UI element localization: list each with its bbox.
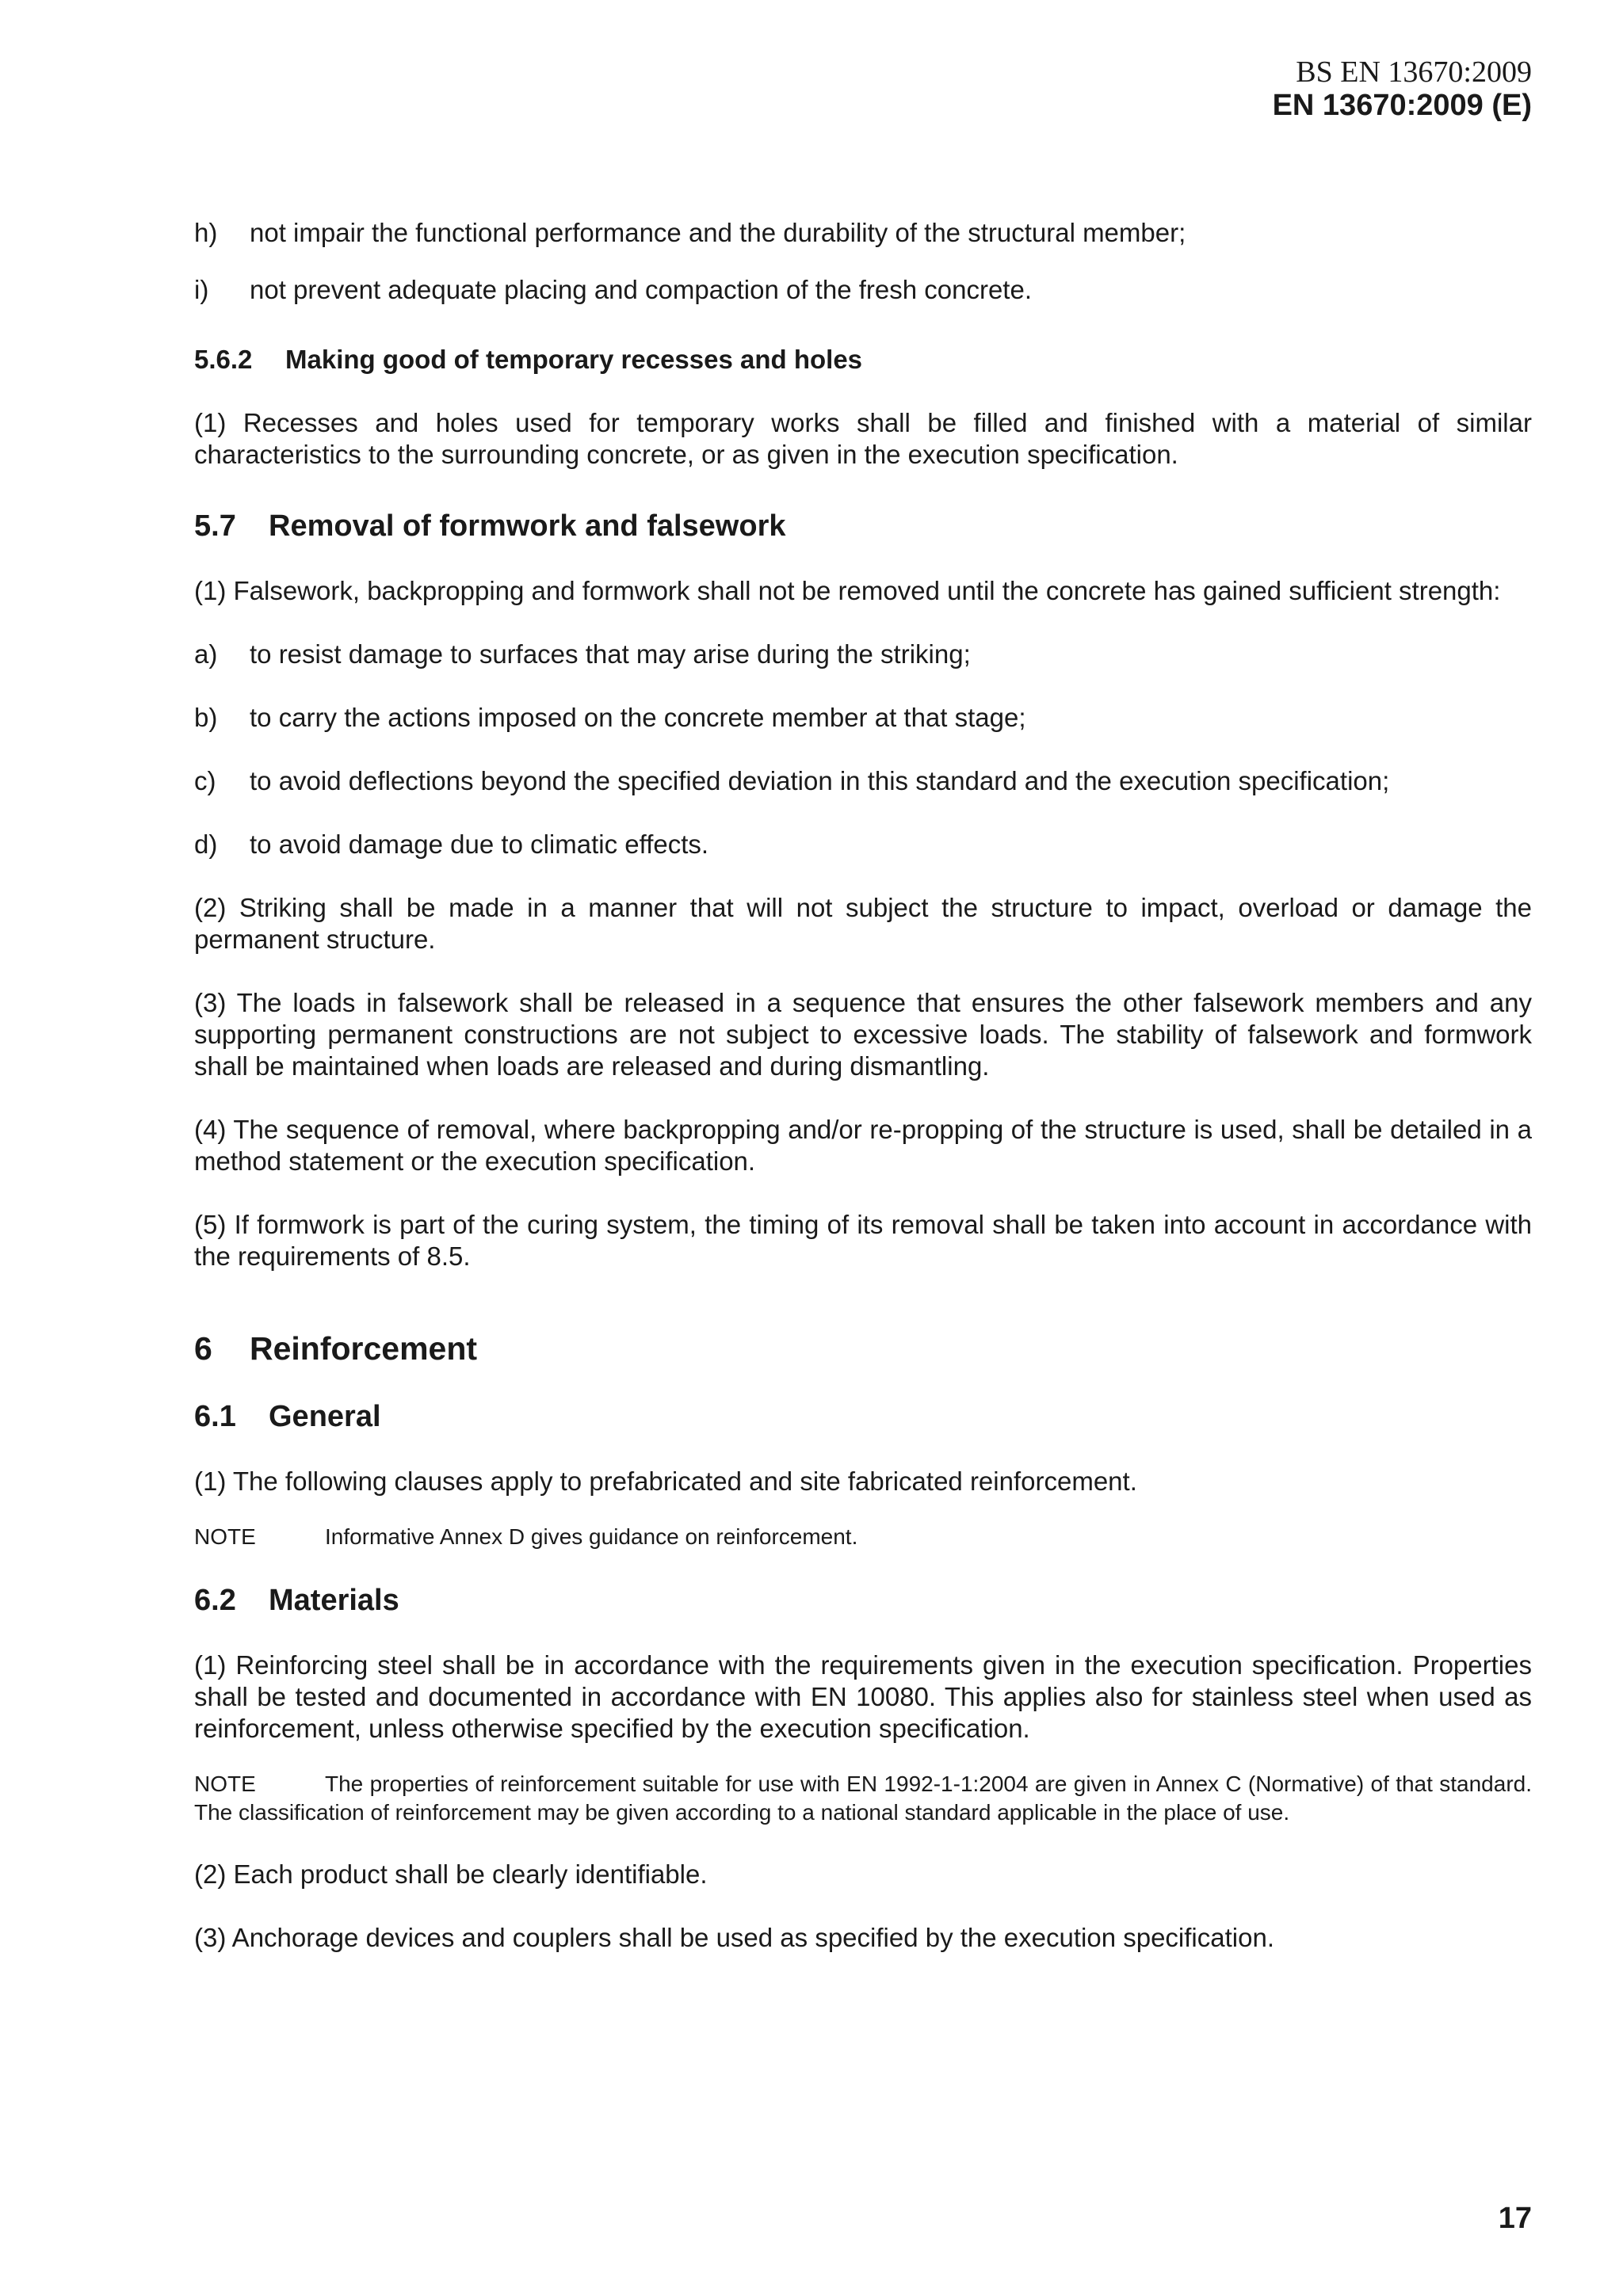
- paragraph: (4) The sequence of removal, where backpropping and/or re-propping of the structure is used, shall be detailed in a method statement or the execution specification.: [194, 1115, 1532, 1176]
- note-text: Informative Annex D gives guidance on reinforcement.: [325, 1524, 858, 1549]
- list-item: [194, 274, 1532, 306]
- heading-number: 5.7: [194, 509, 236, 543]
- list-item: [194, 829, 1532, 860]
- list-item: [194, 702, 1532, 734]
- paragraph: (2) Striking shall be made in a manner that will not subject the structure to impact, overload or damage the permanent structure.: [194, 893, 1532, 954]
- note: [194, 1770, 1532, 1827]
- list-text: to avoid damage due to climatic effects.: [250, 830, 709, 859]
- list-marker: a): [194, 639, 218, 669]
- paragraph: (1) Reinforcing steel shall be in accordance with the requirements given in the execution specification. Properties shall be tested and documented in accordance with EN 10080. This applies also for stainless steel when used as reinforcement, unless otherwise specified by the execution specification.: [194, 1650, 1532, 1743]
- list-marker: b): [194, 703, 218, 732]
- list-text: to resist damage to surfaces that may arise during the striking;: [250, 639, 971, 669]
- note-text: The properties of reinforcement suitable for use with EN 1992-1-1:2004 are given in Annex C (Normative) of that standard. The classification of reinforcement may be given according to a national standard applicable in the place of use.: [194, 1772, 1532, 1825]
- list-text: not impair the functional performance and the durability of the structural member;: [250, 218, 1186, 247]
- page-number: 17: [1498, 2202, 1532, 2235]
- note-label: NOTE: [194, 1772, 256, 1796]
- heading-number: 5.6.2: [194, 345, 253, 374]
- heading-title: General: [269, 1400, 381, 1433]
- list-marker: c): [194, 766, 216, 795]
- heading-6-1: [194, 1399, 1532, 1434]
- heading-6: [194, 1329, 1532, 1367]
- paragraph: (1) The following clauses apply to prefabricated and site fabricated reinforcement.: [194, 1466, 1137, 1496]
- paragraph: (3) Anchorage devices and couplers shall be used as specified by the execution specification.: [194, 1923, 1274, 1952]
- list-item: [194, 639, 1532, 670]
- heading-title: Reinforcement: [250, 1330, 478, 1367]
- list-marker: h): [194, 218, 218, 247]
- header-standard-en: EN 13670:2009 (E): [1272, 89, 1532, 122]
- list-text: not prevent adequate placing and compaction of the fresh concrete.: [250, 275, 1032, 304]
- header-standard-bs: BS EN 13670:2009: [1296, 55, 1532, 89]
- heading-title: Making good of temporary recesses and holes: [285, 345, 863, 374]
- heading-5-7: [194, 509, 1532, 543]
- list-item: [194, 765, 1532, 797]
- heading-number: 6: [194, 1330, 212, 1367]
- document-page: [194, 55, 1532, 1954]
- list-text: to avoid deflections beyond the specified deviation in this standard and the execution specification;: [250, 766, 1390, 795]
- paragraph: (1) Falsework, backpropping and formwork shall not be removed until the concrete has gained sufficient strength:: [194, 576, 1501, 605]
- list-item: [194, 217, 1532, 249]
- note: [194, 1523, 1532, 1551]
- note-label: NOTE: [194, 1524, 256, 1549]
- heading-title: Materials: [269, 1584, 399, 1617]
- paragraph: (3) The loads in falsework shall be released in a sequence that ensures the other falsework members and any supporting permanent constructions are not subject to excessive loads. The stability of falsework and formwork shall be maintained when loads are released and during dismantling.: [194, 988, 1532, 1081]
- list-marker: i): [194, 275, 209, 304]
- heading-number: 6.2: [194, 1584, 236, 1617]
- heading-5-6-2: [194, 344, 1532, 376]
- heading-number: 6.1: [194, 1400, 236, 1433]
- heading-title: Removal of formwork and falsework: [269, 509, 786, 543]
- list-marker: d): [194, 830, 218, 859]
- heading-6-2: [194, 1583, 1532, 1618]
- page-header: [194, 55, 1532, 122]
- paragraph: (1) Recesses and holes used for temporary works shall be filled and finished with a material of similar characteristics to the surrounding concrete, or as given in the execution specification.: [194, 408, 1532, 469]
- paragraph: (2) Each product shall be clearly identifiable.: [194, 1859, 708, 1889]
- paragraph: (5) If formwork is part of the curing system, the timing of its removal shall be taken into account in accordance with the requirements of 8.5.: [194, 1210, 1532, 1271]
- list-text: to carry the actions imposed on the concrete member at that stage;: [250, 703, 1026, 732]
